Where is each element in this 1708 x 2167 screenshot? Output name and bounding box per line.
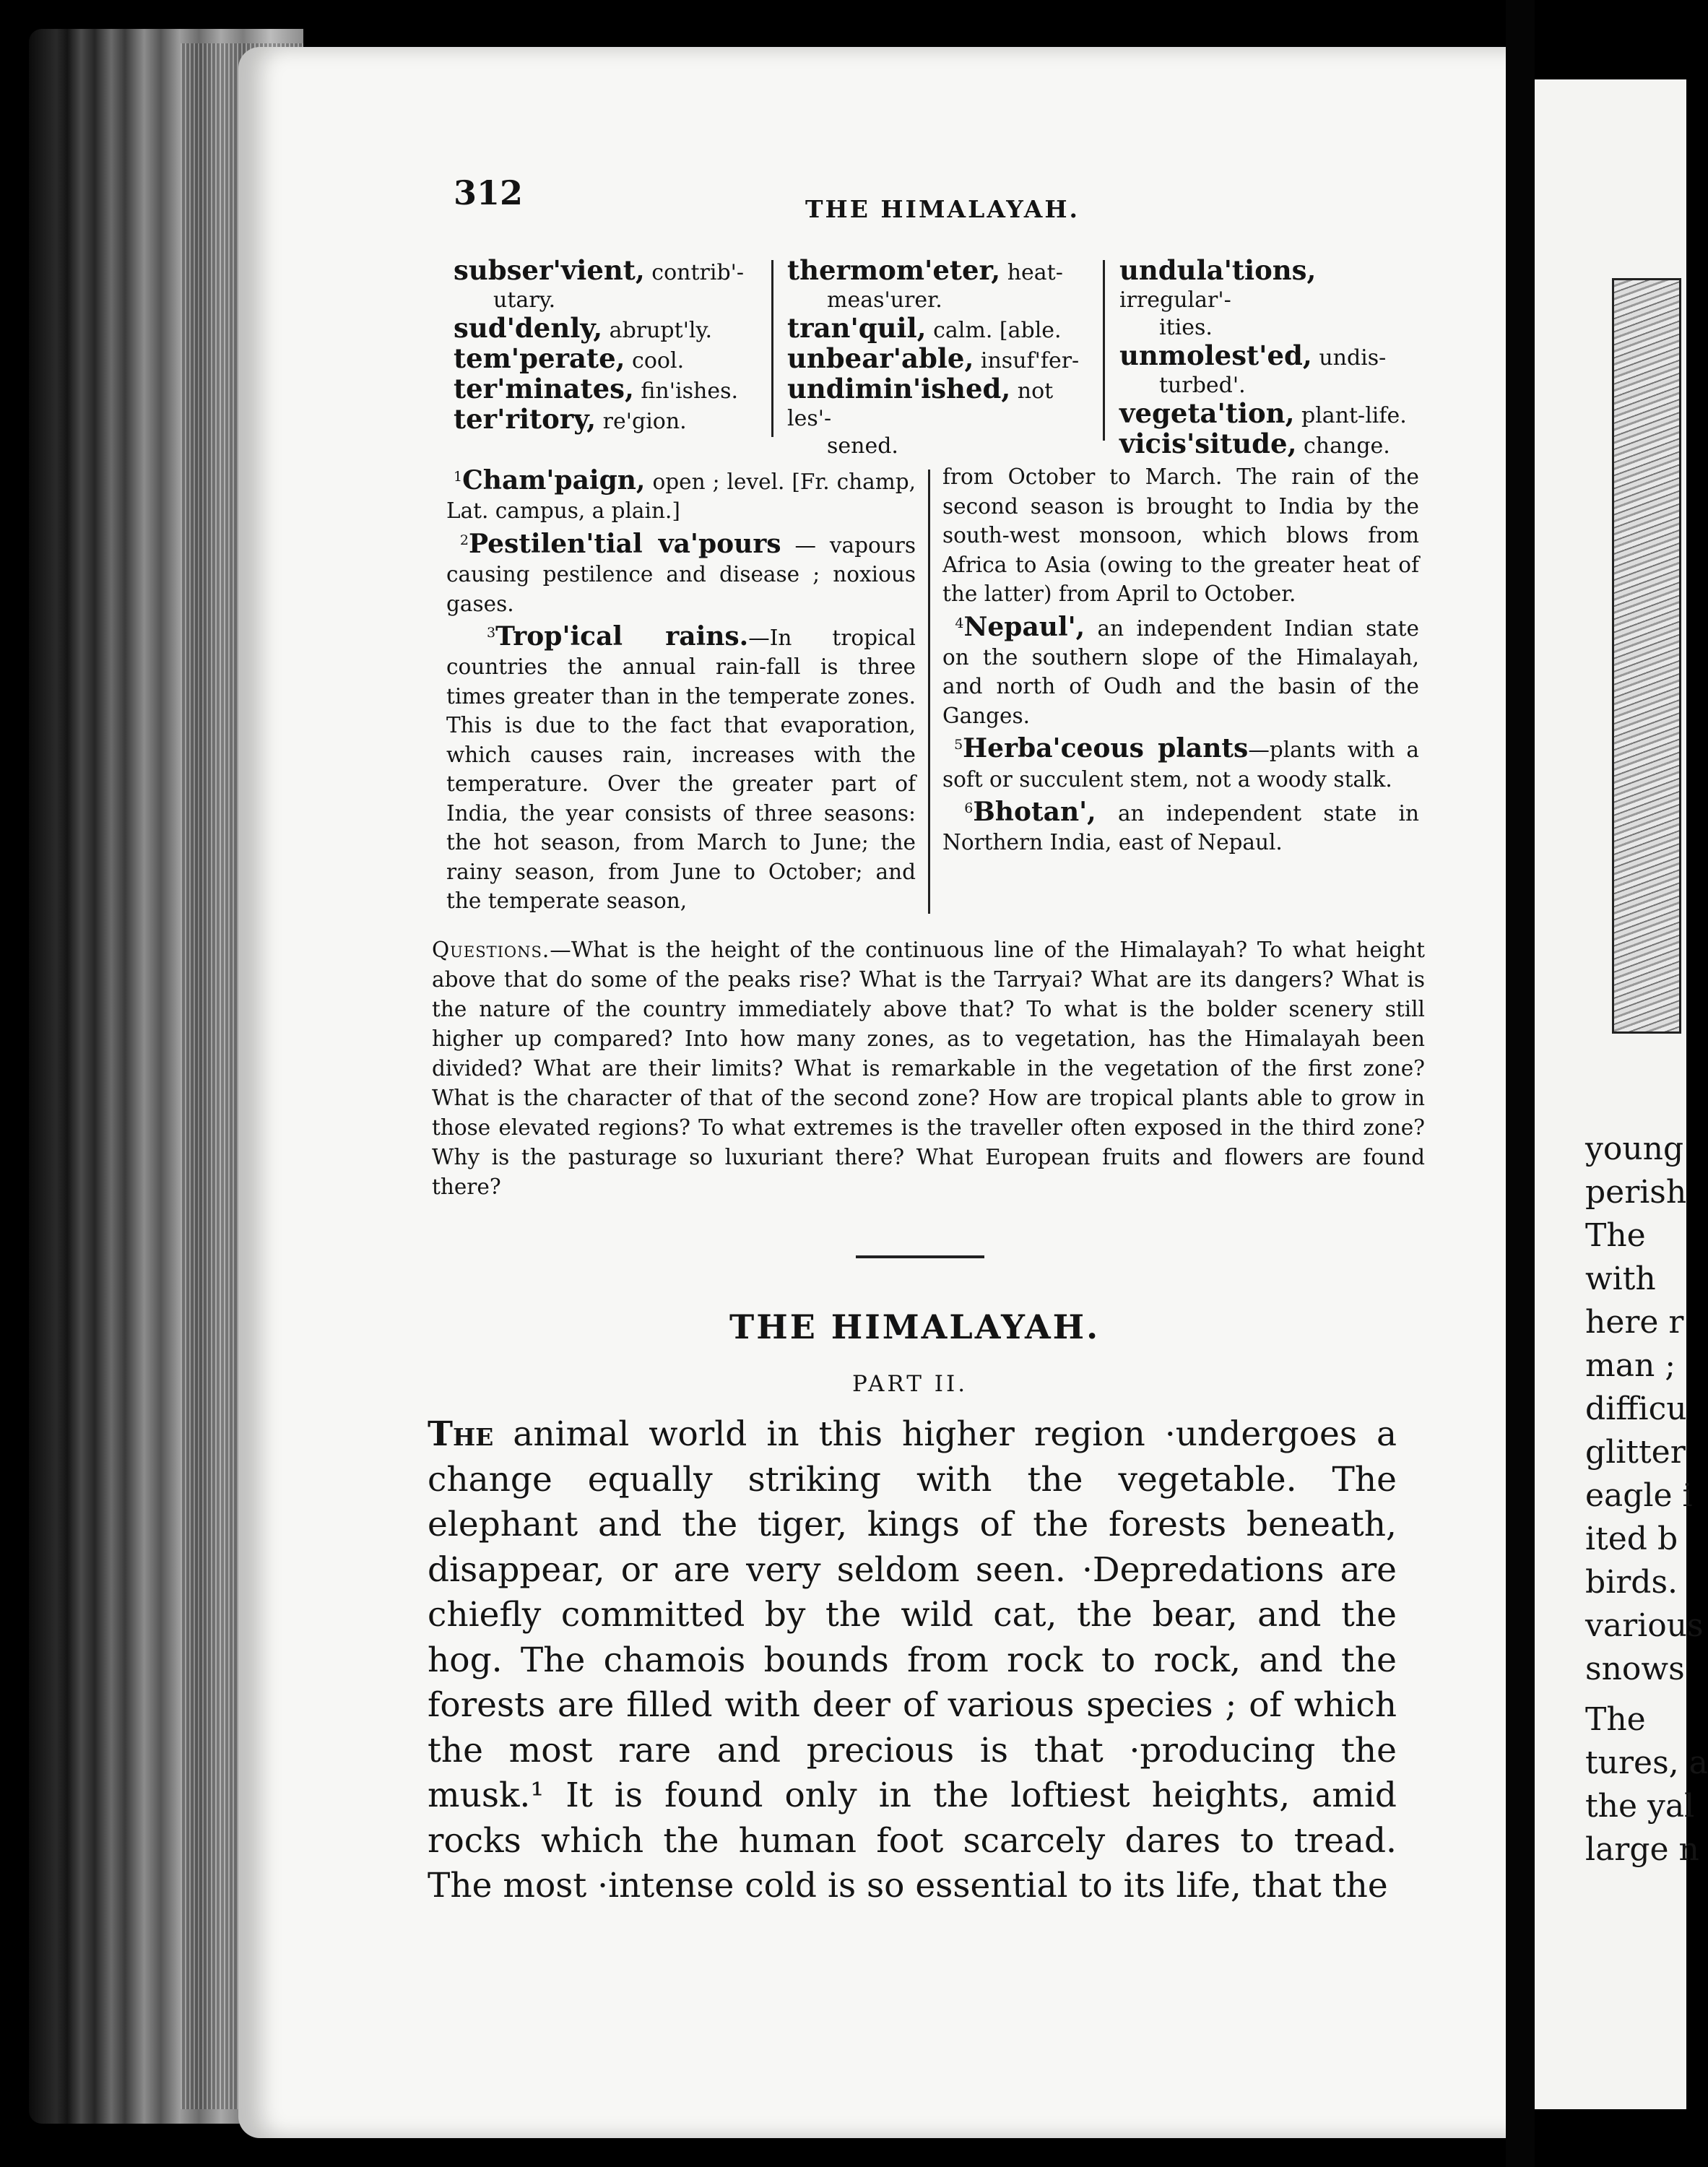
section-part: PART II. — [852, 1371, 968, 1397]
right-page-fragment: various — [1585, 1607, 1704, 1644]
vocab-entry: vegeta'tion, plant-life. — [1119, 397, 1407, 429]
vocab-entry: subser'vient, contrib'- — [454, 254, 745, 286]
vocab-entry-cont: sened. — [827, 433, 898, 459]
right-page-fragment: man ; — [1585, 1347, 1676, 1384]
column-rule — [771, 260, 773, 437]
right-page-fragment: The — [1585, 1701, 1646, 1738]
right-page-fragment: here r — [1585, 1304, 1684, 1341]
right-page-fragment: snows — [1585, 1651, 1685, 1687]
vocab-entry: undula'tions, irregular'- — [1119, 254, 1317, 313]
vocab-column-2 — [787, 256, 1098, 460]
section-title: THE HIMALAYAH. — [729, 1307, 1101, 1346]
right-page-fragment: perish — [1585, 1174, 1687, 1211]
body-text: animal world in this higher region ·undergoes a change equally striking with the vegetable. The elephant and the tiger, kings of the forests beneath, disappear, or are very seldom seen. ·Depredations are chiefly committed by the wild cat, the bear, and the hog. The chamois bounds from rock to rock, and the forests are filled with deer of various species ; of which the most rare and precious is that ·producing the musk.¹ It is found only in the loftiest heights, amid rocks which the human foot scarcely dares to tread. The most ·intense cold is so essential to its life, that the — [428, 1414, 1397, 1906]
right-page-fragment: tures, a — [1585, 1744, 1708, 1781]
right-page-fragment: with — [1585, 1260, 1656, 1297]
footnote-5: $^5$Herba'ceous plants—plants with a soft or succulent stem, not a woody stalk. — [942, 733, 1419, 792]
vocab-entry: sud'denly, abrupt'ly. — [454, 312, 713, 344]
vocab-entry: tem'perate, cool. — [454, 342, 685, 374]
running-title: THE HIMALAYAH. — [805, 195, 1080, 223]
opening-word: The — [428, 1414, 494, 1454]
footnote-3: $^3$Trop'ical rains.—In tropical countries the annual rain-fall is three times greater than in the temperate zones. This is due to the fact that evaporation, which causes rain, increases with the temperature. Over the greater part of India, the year consists of three seasons: the hot season, from March to June; the rainy season, from June to October; and the temperate season, — [446, 620, 916, 914]
vocab-entry: undimin'ished, not les'- — [787, 373, 1054, 431]
footnotes-left — [446, 462, 916, 916]
body-paragraph — [428, 1412, 1397, 1909]
footnote-3-continued: from October to March. The rain of the second season is brought to India by the south-west monsoon, which blows from Africa to Asia (owing to the greater heat of the latter) from April to October. — [942, 464, 1419, 606]
footnotes-right — [942, 462, 1419, 857]
page-number: 312 — [454, 173, 524, 212]
vocab-entry-cont: turbed'. — [1159, 373, 1246, 398]
section-divider — [856, 1255, 984, 1258]
right-page-fragment: birds. — [1585, 1564, 1678, 1601]
right-page-fragment: the yal — [1585, 1788, 1695, 1825]
right-page-fragment: difficu — [1585, 1390, 1687, 1427]
vocab-entry: ter'ritory, re'gion. — [454, 403, 687, 435]
vocab-entry: tran'quil, calm. [able. — [787, 312, 1062, 344]
vocab-entry: ter'minates, fin'ishes. — [454, 373, 739, 405]
book-gutter — [1506, 0, 1535, 2167]
vocab-entry: unmolest'ed, undis- — [1119, 339, 1387, 371]
vocab-column-3 — [1119, 256, 1416, 460]
vocab-entry-cont: meas'urer. — [827, 287, 942, 313]
footnote-1: $^1$Cham'paign, open ; level. [Fr. champ, Lat. campus, a plain.] — [446, 464, 916, 524]
footnote-2: $^2$Pestilen'tial va'pours — vapours causing pestilence and disease ; noxious gases. — [446, 528, 916, 616]
footnote-6: $^6$Bhotan', an independent state in Northern India, east of Nepaul. — [942, 796, 1419, 855]
vocab-entry: vicis'situde, change. — [1119, 428, 1390, 459]
questions-block — [432, 935, 1425, 1202]
vocab-entry: unbear'able, insuf'fer- — [787, 342, 1080, 374]
vocab-entry-cont: ities. — [1159, 315, 1213, 340]
footnote-column-rule — [928, 470, 930, 914]
right-page-fragment: eagle i — [1585, 1477, 1693, 1514]
questions-heading: Questions. — [432, 938, 550, 962]
right-page-fragment: young — [1585, 1130, 1684, 1167]
engraving-illustration — [1612, 278, 1681, 1034]
vocab-entry: thermom'eter, heat- — [787, 254, 1063, 286]
vocab-column-1 — [454, 256, 764, 436]
right-page-fragment: The — [1585, 1217, 1646, 1254]
right-page-fragment: large n — [1585, 1831, 1699, 1868]
questions-text: —What is the height of the continuous line of the Himalayah? To what height above that do some of the peaks rise? What is the Tarryai? What are its dangers? What is the nature of the country immediately above that? To what is the bolder scenery still higher up compared? Into how many zones, as to vegetation, has the Himalayah been divided? What are their limits? What is remarkable in the vegetation of the first zone? What is the character of that of the second zone? How are tropical plants able to grow in those elevated regions? To what extremes is the traveller often exposed in the third zone? Why is the pasturage so luxuriant there? What European fruits and flowers are found there? — [432, 938, 1425, 1199]
right-page-fragment: ited b — [1585, 1521, 1678, 1557]
right-page-fragment: glitter — [1585, 1434, 1686, 1471]
vocab-entry-cont: utary. — [493, 287, 556, 313]
footnote-4: $^4$Nepaul', an independent Indian state on the southern slope of the Himalayah, and north of Oudh and the basin of the Ganges. — [942, 611, 1419, 728]
column-rule — [1103, 260, 1105, 441]
